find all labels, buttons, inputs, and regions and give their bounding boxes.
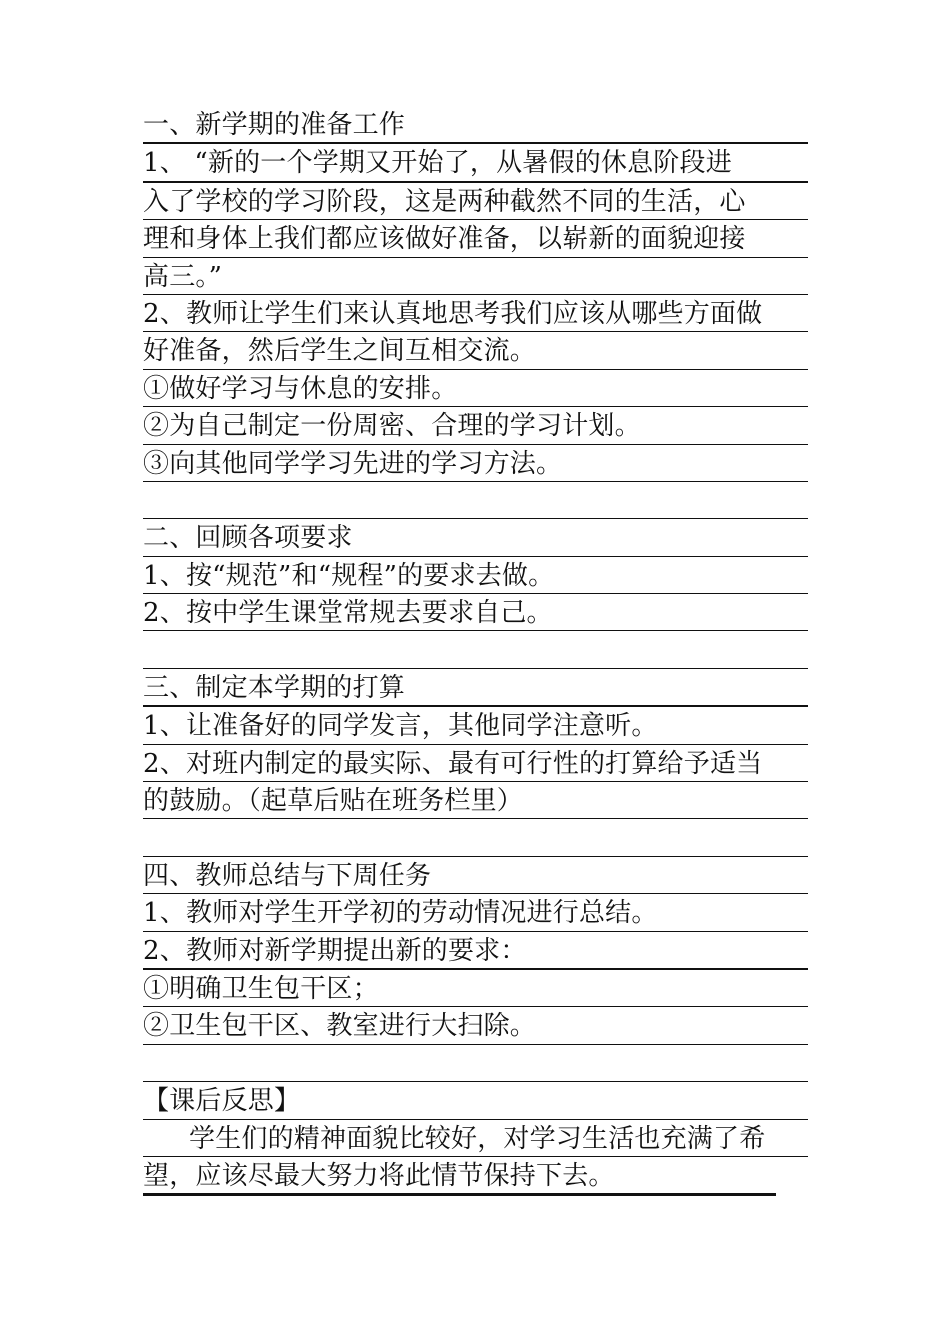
reflection-title: 【课后反思】 [143,1082,808,1119]
paragraph-line: 1、 “新的一个学期又开始了，从暑假的休息阶段进 [143,144,808,182]
list-item: ②为自己制定一份周密、合理的学习计划。 [143,407,808,444]
blank-line [143,819,808,856]
list-item: 1、教师对学生开学初的劳动情况进行总结。 [143,894,808,931]
list-item: 2、按中学生课堂常规去要求自己。 [143,594,808,631]
list-item: 2、对班内制定的最实际、最有可行性的打算给予适当 [143,745,808,782]
reflection-line: 学生们的精神面貌比较好，对学习生活也充满了希 [143,1120,808,1157]
list-item: ①明确卫生包干区； [143,970,808,1007]
section-title: 一、新学期的准备工作 [143,106,808,144]
list-item: ③向其他同学学习先进的学习方法。 [143,445,808,482]
document-page [143,106,808,1196]
list-item: 1、让准备好的同学发言，其他同学注意听。 [143,707,808,744]
section-title: 三、制定本学期的打算 [143,669,808,707]
list-item: 的鼓励。（起草后贴在班务栏里） [143,782,808,819]
blank-line [143,631,808,668]
blank-line [143,1045,808,1082]
paragraph-line: 好准备，然后学生之间互相交流。 [143,332,808,369]
paragraph-line: 2、教师让学生们来认真地思考我们应该从哪些方面做 [143,295,808,332]
paragraph-line: 高三。” [143,258,808,295]
list-item: 2、教师对新学期提出新的要求： [143,932,808,970]
section-title: 二、回顾各项要求 [143,519,808,556]
blank-line [143,482,808,519]
reflection-line: 望，应该尽最大努力将此情节保持下去。 [143,1157,776,1196]
list-item: 1、按“规范”和“规程”的要求去做。 [143,557,808,594]
list-item: ①做好学习与休息的安排。 [143,370,808,407]
paragraph-line: 理和身体上我们都应该做好准备，以崭新的面貌迎接 [143,220,808,257]
section-title: 四、教师总结与下周任务 [143,857,808,894]
list-item: ②卫生包干区、教室进行大扫除。 [143,1007,808,1044]
paragraph-line: 入了学校的学习阶段，这是两种截然不同的生活，心 [143,183,808,220]
